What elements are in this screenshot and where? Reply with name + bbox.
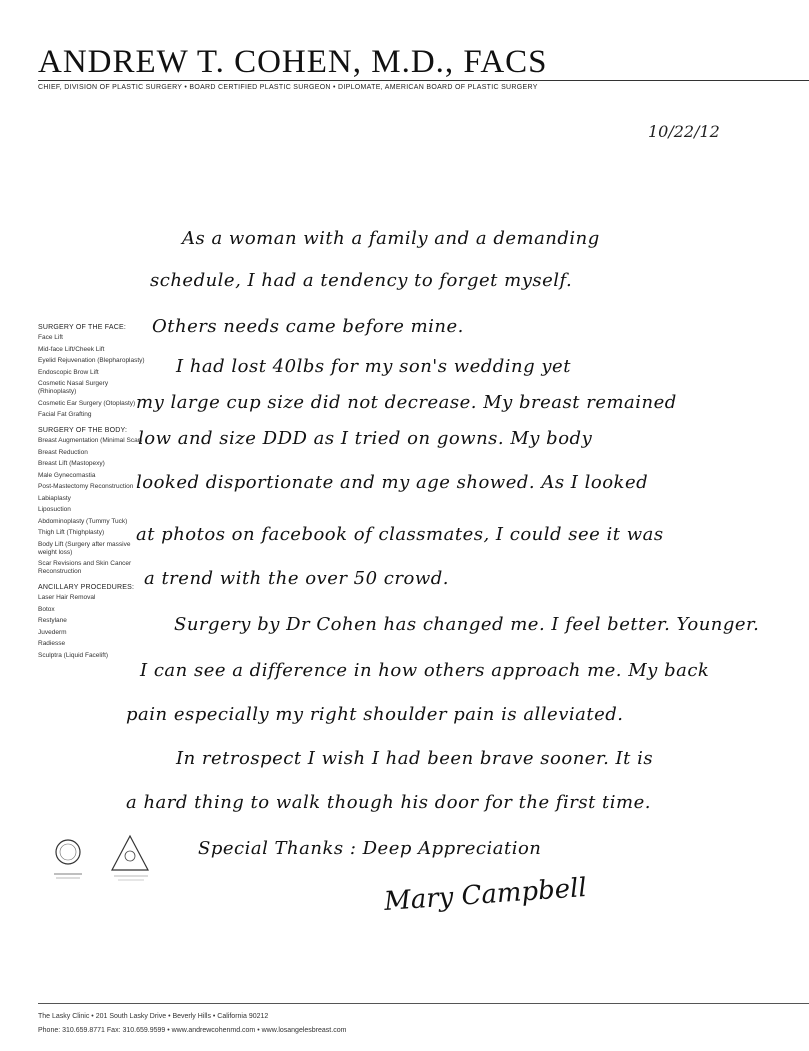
letter-line: a trend with the over 50 crowd. [144,568,449,589]
letter-line: Surgery by Dr Cohen has changed me. I feel better. Younger. [174,614,760,635]
sidebar-heading: SURGERY OF THE BODY: [38,427,128,434]
signature: Mary Campbell [383,872,588,918]
sidebar-item: Restylane [38,617,67,624]
letter-line: my large cup size did not decrease. My breast remained [136,392,677,413]
sidebar-item: Laser Hair Removal [38,594,96,601]
sidebar-item: Juvederm [38,628,67,636]
sidebar-item: Body Lift (Surgery after massive weight loss) [38,540,131,556]
sidebar-item: Facial Fat Grafting [38,411,92,418]
letter-line: In retrospect I wish I had been brave sooner. It is [176,748,654,769]
sidebar-item: Breast Reduction [38,448,88,456]
letterhead-name: ANDREW T. COHEN, M.D., FACS [38,44,548,80]
sidebar-item: Post-Mastectomy Reconstruction [38,483,134,490]
footer-contact: Phone: 310.659.8771 Fax: 310.659.9599 • www.andrewcohenmd.com • www.losangelesbreast.com [38,1027,347,1034]
sidebar-item: Endoscopic Brow Lift [38,368,99,376]
sidebar-item: Scar Revisions and Skin Cancer Reconstruction [38,560,132,575]
sidebar-item: Botox [38,605,55,613]
letter-line: a hard thing to walk though his door for the first time. [126,792,651,813]
sidebar-item: Radiesse [38,640,66,647]
letter-date: 10/22/12 [648,122,720,141]
letter-line: As a woman with a family and a demanding [182,228,600,249]
sidebar-item: Breast Augmentation (Minimal Scar) [38,437,143,444]
sidebar-item: Abdominoplasty (Tummy Tuck) [38,517,128,525]
sidebar-item: Sculptra (Liquid Facelift) [38,651,109,659]
letterhead-tagline: CHIEF, DIVISION OF PLASTIC SURGERY • BOARD CERTIFIED PLASTIC SURGEON • DIPLOMATE, AMERICAN BOARD OF PLASTIC SURGERY [38,84,538,91]
sidebar-item: Breast Lift (Mastopexy) [38,460,105,467]
sidebar-item: Cosmetic Ear Surgery (Otoplasty) [38,399,136,407]
letter-line: Special Thanks : Deep Appreciation [198,838,542,859]
sidebar-item: Male Gynecomastia [38,471,96,479]
letter-line: Others needs came before mine. [152,316,464,337]
sidebar-heading: SURGERY OF THE FACE: [38,324,127,331]
letter-line: pain especially my right shoulder pain is alleviated. [126,704,624,725]
sidebar-item: Face Lift [38,334,63,341]
sidebar-item: Labiaplasty [38,494,71,502]
letter-line: I had lost 40lbs for my son's wedding yet [176,356,571,377]
footer-address: The Lasky Clinic • 201 South Lasky Drive • Beverly Hills • California 90212 [38,1013,269,1020]
letter-line: low and size DDD as I tried on gowns. My body [138,428,593,449]
sidebar-item: Liposuction [38,506,71,513]
letter-line: at photos on facebook of classmates, I could see it was [136,524,664,545]
sidebar-heading: ANCILLARY PROCEDURES: [38,584,135,591]
letter-line: schedule, I had a tendency to forget myself. [150,270,573,291]
sidebar-item: Cosmetic Nasal Surgery (Rhinoplasty) [38,380,109,395]
sidebar-item: Mid-face Lift/Cheek Lift [38,345,105,353]
sidebar-item: Eyelid Rejuvenation (Blepharoplasty) [38,357,145,364]
letter-line: I can see a difference in how others approach me. My back [140,660,710,681]
sidebar-item: Thigh Lift (Thighplasty) [38,529,105,536]
letter-line: looked disportionate and my age showed. As I looked [136,472,649,493]
footer-divider [38,1003,809,1004]
